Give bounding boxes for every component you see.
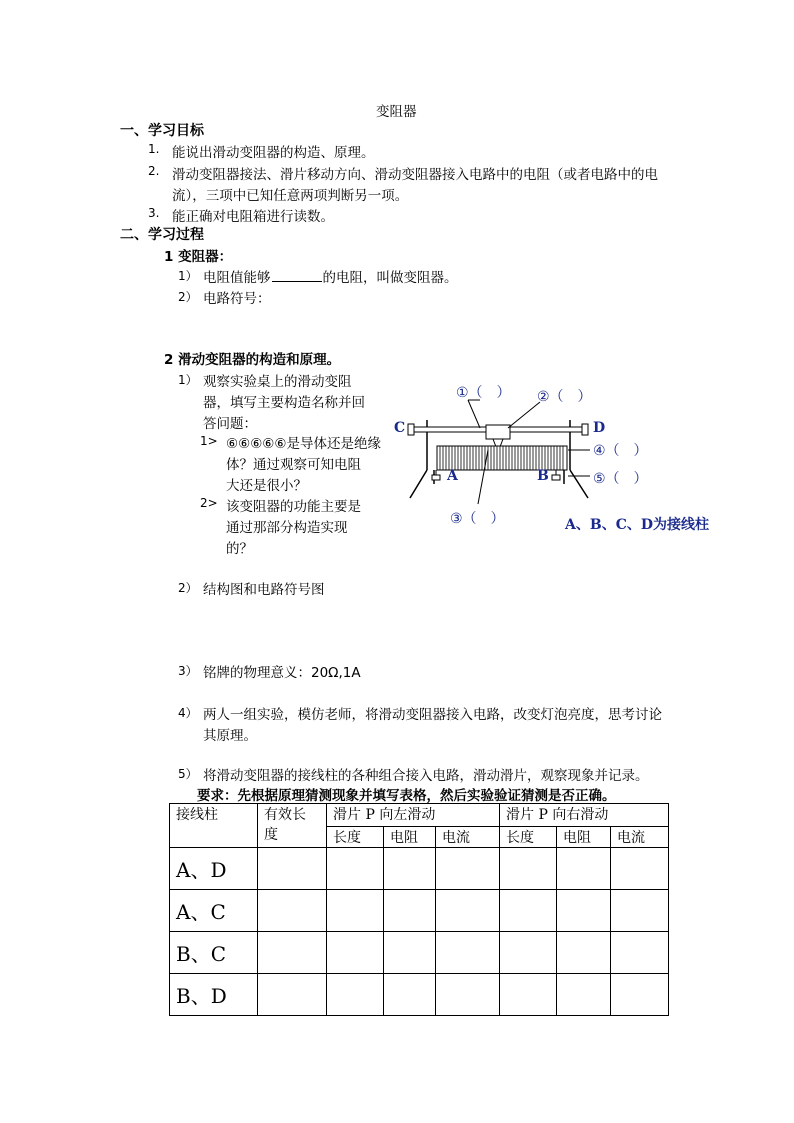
part2-q5-text: 将滑动变阻器的接线柱的各种组合接入电路，滑动滑片，观察现象并记录。 — [203, 768, 649, 784]
cell[interactable] — [500, 932, 557, 974]
table-row — [170, 848, 669, 890]
cell[interactable] — [557, 974, 611, 1016]
part2-q1-num: 1） — [178, 373, 198, 387]
goal-1-num: 1. — [148, 142, 160, 156]
subheader-length-left: 长度 — [327, 827, 384, 848]
section2-heading: 二、学习过程 — [120, 227, 204, 243]
slider — [486, 425, 510, 439]
part2-q4-line2: 其原理。 — [203, 728, 257, 744]
terminal-D-block — [582, 424, 588, 435]
subheader-current-right: 电流 — [611, 827, 669, 848]
sub1-line3: 大还是很小？ — [226, 478, 307, 494]
requirement-text: 要求：先根据原理猜测现象并填写表格，然后实验验证猜测是否正确。 — [197, 788, 616, 804]
cell[interactable] — [327, 974, 384, 1016]
terminal-C-block — [408, 424, 414, 435]
terminal-B-label: B — [537, 468, 549, 484]
cell[interactable] — [384, 974, 436, 1016]
goal-2-text: 滑动变阻器接法、滑片移动方向、滑动变阻器接入电路中的电阻（或者电路中的电 — [172, 167, 658, 183]
diagram-caption: A、B、C、D为接线柱 — [565, 517, 709, 533]
part2-q1-line3: 答问题： — [203, 416, 257, 432]
header-effective-length — [258, 804, 327, 848]
terminal-B-block — [552, 475, 560, 480]
part2-q2-text: 结构图和电路符号图 — [203, 582, 325, 598]
leader-1 — [468, 400, 480, 428]
goal-2-text-cont: 流），三项中已知任意两项判断另一项。 — [172, 188, 409, 204]
part2-q5-num: 5） — [178, 767, 198, 781]
terminal-D-label: D — [593, 420, 606, 436]
goal-3-num: 3. — [148, 206, 160, 220]
header-slide-left: 滑片 P 向左滑动 — [327, 804, 500, 827]
part2-q1-line1: 观察实验桌上的滑动变阻 — [203, 374, 352, 390]
frame-right-foot — [570, 470, 588, 498]
header-effective-length-2: 度 — [264, 827, 278, 843]
cell[interactable] — [258, 974, 327, 1016]
cell[interactable] — [611, 890, 669, 932]
part2-q1-line2: 器，填写主要构造名称并回 — [203, 395, 365, 411]
cell[interactable] — [611, 932, 669, 974]
header-effective-length-1: 有效长 — [264, 807, 306, 823]
row-terminal: A、D — [170, 848, 258, 890]
sub2-line2: 通过那部分构造实现 — [226, 520, 348, 536]
row-terminal: A、C — [170, 890, 258, 932]
cell[interactable] — [384, 848, 436, 890]
sub2-line3: 的？ — [226, 541, 253, 557]
part1-q1-num: 1） — [178, 269, 198, 283]
cell[interactable] — [327, 932, 384, 974]
results-table — [169, 803, 669, 1016]
sub1-num: 1> — [200, 434, 218, 448]
cell[interactable] — [258, 848, 327, 890]
terminal-A-block — [432, 475, 440, 480]
sub1-line1: ⑥⑥⑥⑥⑥是导体还是绝缘 — [226, 436, 382, 452]
row-terminal: B、C — [170, 932, 258, 974]
cell[interactable] — [327, 890, 384, 932]
part2-q4-num: 4） — [178, 706, 198, 720]
header-terminal: 接线柱 — [170, 804, 258, 848]
terminal-A-label: A — [447, 468, 458, 484]
cell[interactable] — [258, 890, 327, 932]
part1-q1-before: 电阻值能够 — [203, 270, 271, 286]
part1-q1-after: 的电阻，叫做变阻器。 — [322, 270, 458, 286]
part1-q2-num: 2） — [178, 290, 198, 304]
cell[interactable] — [258, 932, 327, 974]
sub2-line1: 该变阻器的功能主要是 — [226, 499, 361, 515]
table-row — [170, 932, 669, 974]
subheader-length-right: 长度 — [500, 827, 557, 848]
cell[interactable] — [557, 848, 611, 890]
part1-q2-text: 电路符号： — [203, 291, 271, 307]
terminal-C-label: C — [394, 420, 406, 436]
goal-3-text: 能正确对电阻箱进行读数。 — [172, 209, 334, 225]
table-row — [170, 974, 669, 1016]
subheader-current-left: 电流 — [436, 827, 500, 848]
part2-q3-text: 铭牌的物理意义：20Ω,1A — [203, 665, 361, 681]
diagram-label-3: ③（ ） — [450, 511, 505, 527]
header-slide-right: 滑片 P 向右滑动 — [500, 804, 669, 827]
sub1-line2: 体？通过观察可知电阻 — [226, 457, 361, 473]
sub2-num: 2> — [200, 496, 218, 510]
cell[interactable] — [500, 890, 557, 932]
part2-heading: 2 滑动变阻器的构造和原理。 — [164, 352, 341, 368]
part1-q1-text — [203, 266, 458, 286]
table-row — [170, 890, 669, 932]
leader-2 — [508, 402, 540, 428]
coil — [437, 446, 567, 470]
cell[interactable] — [384, 932, 436, 974]
cell[interactable] — [500, 848, 557, 890]
cell[interactable] — [384, 890, 436, 932]
cell[interactable] — [436, 974, 500, 1016]
cell[interactable] — [611, 974, 669, 1016]
diagram-label-5: ⑤（ ） — [593, 471, 648, 487]
section1-heading: 一、学习目标 — [120, 123, 204, 139]
part2-q4-line1: 两人一组实验，模仿老师，将滑动变阻器接入电路，改变灯泡亮度，思考讨论 — [203, 707, 662, 723]
part2-q3-num: 3） — [178, 664, 198, 678]
cell[interactable] — [436, 848, 500, 890]
cell[interactable] — [327, 848, 384, 890]
goal-2-num: 2. — [148, 164, 160, 178]
diagram-label-4: ④（ ） — [593, 443, 648, 459]
diagram-label-2: ②（ ） — [537, 389, 592, 405]
cell[interactable] — [557, 890, 611, 932]
diagram-label-1: ①（ ） — [456, 385, 511, 401]
cell[interactable] — [611, 848, 669, 890]
row-terminal: B、D — [170, 974, 258, 1016]
frame-left-foot — [410, 470, 427, 498]
subheader-resistance-right: 电阻 — [557, 827, 611, 848]
cell[interactable] — [436, 890, 500, 932]
part2-q2-num: 2） — [178, 581, 198, 595]
part1-heading: 1 变阻器： — [164, 249, 233, 265]
cell[interactable] — [557, 932, 611, 974]
answer-blank — [272, 280, 322, 282]
goal-1-text: 能说出滑动变阻器的构造、原理。 — [172, 145, 375, 161]
page-title: 变阻器 — [376, 104, 417, 120]
subheader-resistance-left: 电阻 — [384, 827, 436, 848]
cell[interactable] — [436, 932, 500, 974]
cell[interactable] — [500, 974, 557, 1016]
